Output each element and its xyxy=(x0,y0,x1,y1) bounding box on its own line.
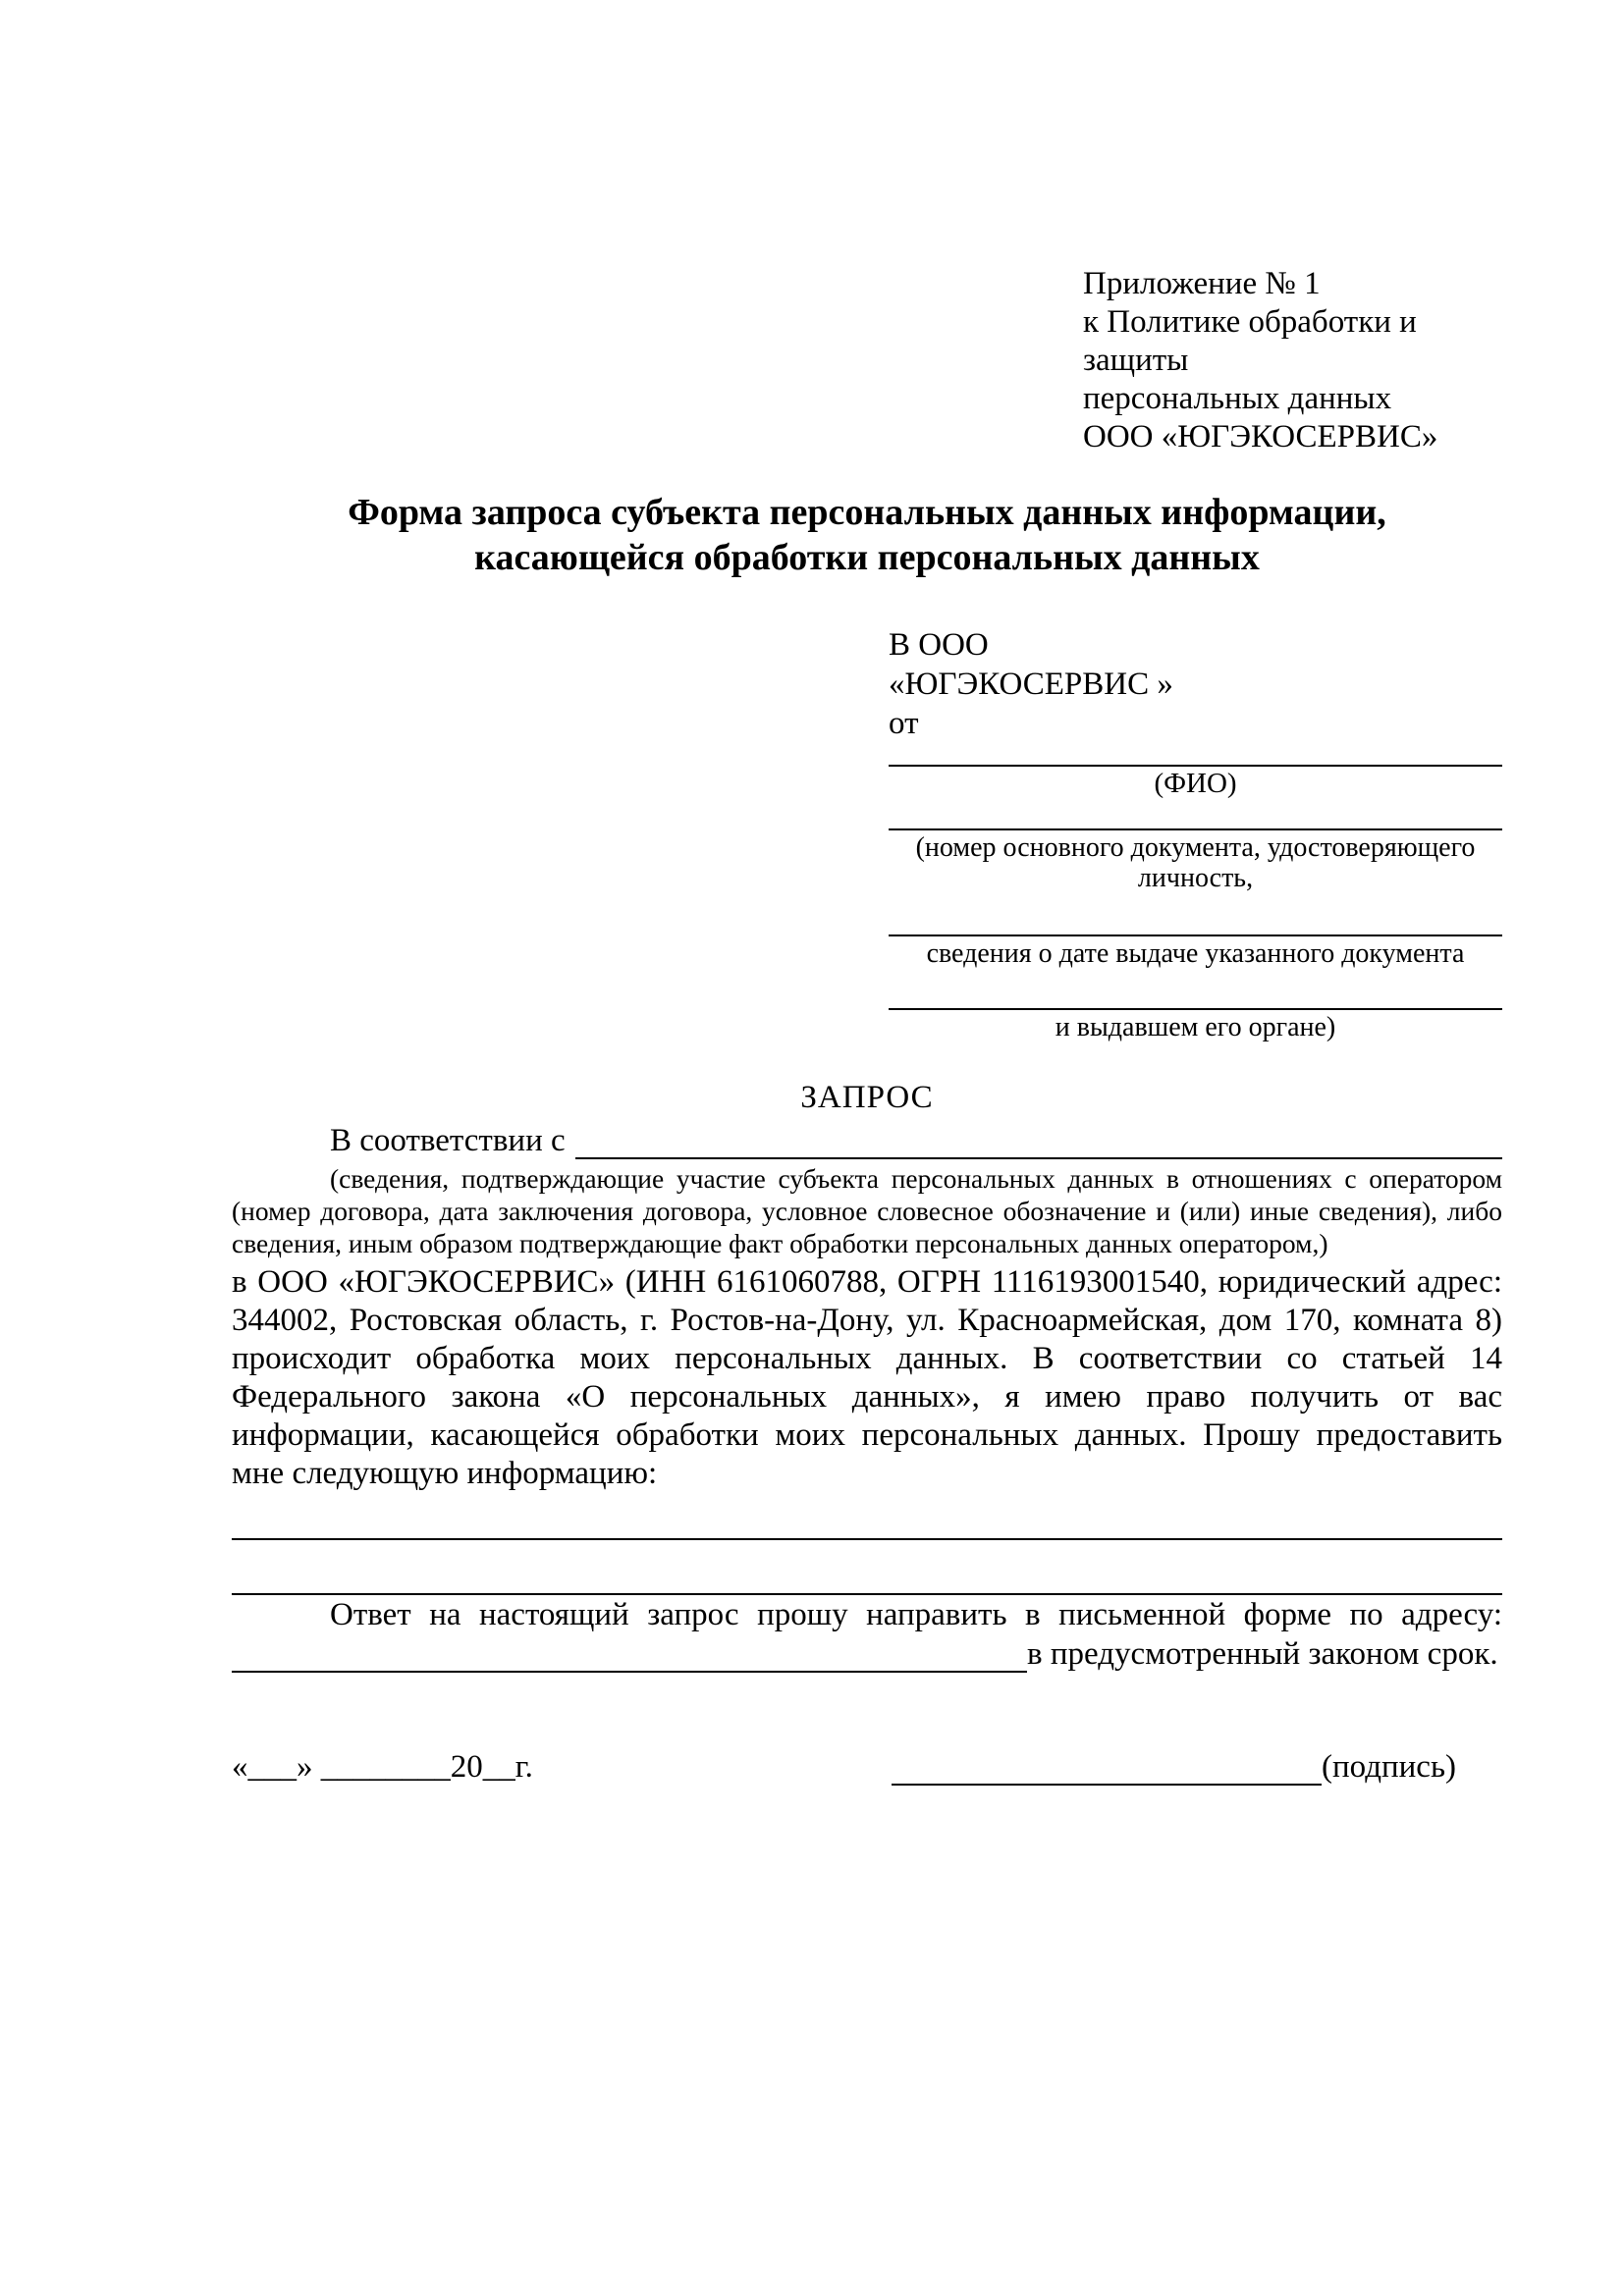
date-placeholder: «___» ________20__г. xyxy=(232,1749,533,1785)
signature-blank-line xyxy=(892,1750,1322,1786)
appendix-line: Приложение № 1 xyxy=(1083,266,1321,301)
date-signature-row xyxy=(232,1749,1502,1786)
issue-date-blank-line xyxy=(889,893,1502,936)
fio-caption: (ФИО) xyxy=(1154,768,1237,799)
address-line xyxy=(232,1635,1502,1673)
issue-date-caption: сведения о дате выдаче указанного документа xyxy=(926,938,1465,969)
body-paragraph: в ООО «ЮГЭКОСЕРВИС» (ИНН 6161060788, ОГРН 1116193001540, юридический адрес: 344002, Ростовская область, г. Ростов-на-Дону, ул. Красноармейская, дом 170, комната 8) происходит обработка моих персональных данных. В соответствии со статьей 14 Федерального закона «О персональных данных», я имею право получить от вас информации, касающейся обработки моих персональных данных. Прошу предоставить мне следующую информацию: xyxy=(232,1264,1502,1491)
appendix-line: ООО «ЮГЭКОСЕРВИС» xyxy=(1083,419,1438,454)
document-number-caption: (номер основного документа, удостоверяющего личность, xyxy=(915,832,1476,893)
appendix-line: к Политике обработки и защиты xyxy=(1083,304,1417,378)
appendix-line: персональных данных xyxy=(1083,381,1392,416)
address-blank-line xyxy=(232,1635,1027,1673)
accordance-blank-line xyxy=(575,1122,1502,1159)
issuing-authority-blank-line xyxy=(889,969,1502,1010)
document-number-blank-line xyxy=(889,799,1502,830)
signature-caption: (подпись) xyxy=(1322,1749,1456,1785)
addressee-line: от xyxy=(889,706,919,741)
information-blank-line xyxy=(232,1540,1502,1595)
deadline-text: в предусмотренный законом срок. xyxy=(1027,1636,1498,1672)
addressee-line: «ЮГЭКОСЕРВИС » xyxy=(889,667,1173,702)
information-blank-line xyxy=(232,1493,1502,1540)
fio-blank-line xyxy=(889,743,1502,767)
issuing-authority-caption: и выдавшем его органе) xyxy=(1055,1012,1336,1042)
request-heading: ЗАПРОС xyxy=(800,1080,934,1115)
addressee-line: В ООО xyxy=(889,627,989,663)
footnote-text: (сведения, подтверждающие участие субъекта персональных данных в отношениях с оператором (номер договора, дата заключения договора, условное словесное обозначение и (или) иные сведения), либо сведения, иным образом подтверждающие факт обработки персональных данных оператором,) xyxy=(232,1163,1502,1258)
appendix-block xyxy=(1083,0,1502,456)
accordance-prefix: В соответствии с xyxy=(330,1123,566,1158)
document-title xyxy=(232,490,1502,580)
answer-sentence: Ответ на настоящий запрос прошу направить в письменной форме по адресу: xyxy=(330,1597,1502,1632)
document-title-line: касающейся обработки персональных данных xyxy=(474,537,1260,578)
addressee-block xyxy=(889,625,1502,1042)
document-title-line: Форма запроса субъекта персональных данных информации, xyxy=(348,492,1386,533)
signature-group xyxy=(892,1749,1456,1786)
accordance-line xyxy=(232,1122,1502,1159)
